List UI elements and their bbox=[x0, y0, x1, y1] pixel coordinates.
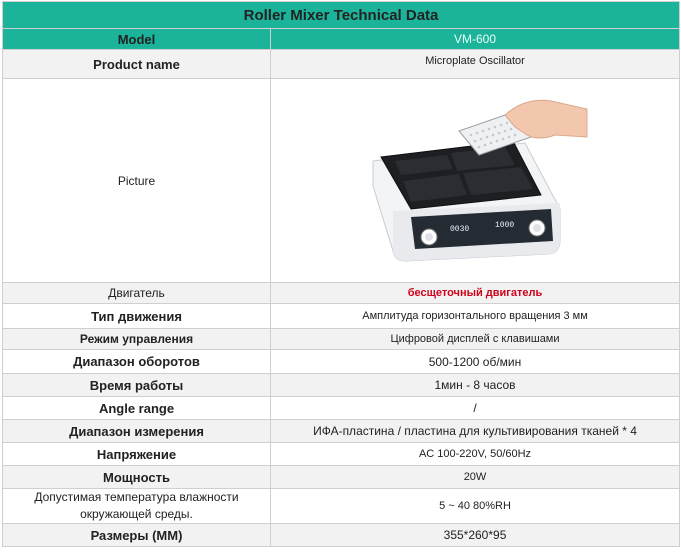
picture-cell bbox=[271, 79, 680, 283]
control-mode-value: Цифровой дисплей с клавишами bbox=[271, 329, 680, 350]
product-name-row bbox=[3, 50, 680, 79]
run-time-value: 1мин - 8 часов bbox=[271, 374, 680, 397]
spec-row-dimensions bbox=[3, 524, 680, 547]
motor-value: бесщеточный двигатель bbox=[271, 283, 680, 304]
motor-label: Двигатель bbox=[3, 283, 271, 304]
dimensions-label: Размеры (MM) bbox=[3, 524, 271, 547]
spec-row-measurement-range bbox=[3, 420, 680, 443]
product-name-value: Microplate Oscillator bbox=[271, 50, 680, 79]
power-label: Мощность bbox=[3, 466, 271, 489]
model-row bbox=[3, 29, 680, 50]
spec-row-speed-range bbox=[3, 350, 680, 374]
dimensions-value: 355*260*95 bbox=[271, 524, 680, 547]
spec-row-motion-type bbox=[3, 304, 680, 329]
spec-row-voltage bbox=[3, 443, 680, 466]
speed-range-label: Диапазон оборотов bbox=[3, 350, 271, 374]
run-time-label: Время работы bbox=[3, 374, 271, 397]
power-value: 20W bbox=[271, 466, 680, 489]
measurement-range-label: Диапазон измерения bbox=[3, 420, 271, 443]
spec-row-control-mode bbox=[3, 329, 680, 350]
motion-type-label: Тип движения bbox=[3, 304, 271, 329]
picture-row bbox=[3, 79, 680, 283]
table-title: Roller Mixer Technical Data bbox=[3, 2, 680, 29]
control-mode-label: Режим управления bbox=[3, 329, 271, 350]
model-label: Model bbox=[3, 29, 271, 50]
title-row bbox=[3, 2, 680, 29]
picture-label: Picture bbox=[3, 79, 271, 283]
ambient-conditions-label: Допустимая температура влажности окружающей среды. bbox=[3, 489, 271, 524]
spec-sheet bbox=[2, 1, 679, 547]
display-left: 0030 bbox=[450, 224, 470, 234]
voltage-value: AC 100-220V, 50/60Hz bbox=[271, 443, 680, 466]
spec-row-run-time bbox=[3, 374, 680, 397]
voltage-label: Напряжение bbox=[3, 443, 271, 466]
speed-range-value: 500-1200 об/мин bbox=[271, 350, 680, 374]
spec-row-motor bbox=[3, 283, 680, 304]
spec-row-power bbox=[3, 466, 680, 489]
spec-row-ambient-conditions bbox=[3, 489, 680, 524]
angle-range-value: / bbox=[271, 397, 680, 420]
motion-type-value: Амплитуда горизонтального вращения 3 мм bbox=[271, 304, 680, 329]
product-name-label: Product name bbox=[3, 50, 271, 79]
angle-range-label: Angle range bbox=[3, 397, 271, 420]
ambient-conditions-value: 5 ~ 40 80%RH bbox=[271, 489, 680, 524]
microplate-oscillator-image bbox=[355, 91, 595, 271]
spec-table bbox=[2, 1, 680, 547]
display-right: 1000 bbox=[495, 220, 515, 230]
spec-row-angle-range bbox=[3, 397, 680, 420]
measurement-range-value: ИФА-пластина / пластина для культивирования тканей * 4 bbox=[271, 420, 680, 443]
model-value: VM-600 bbox=[271, 29, 680, 50]
